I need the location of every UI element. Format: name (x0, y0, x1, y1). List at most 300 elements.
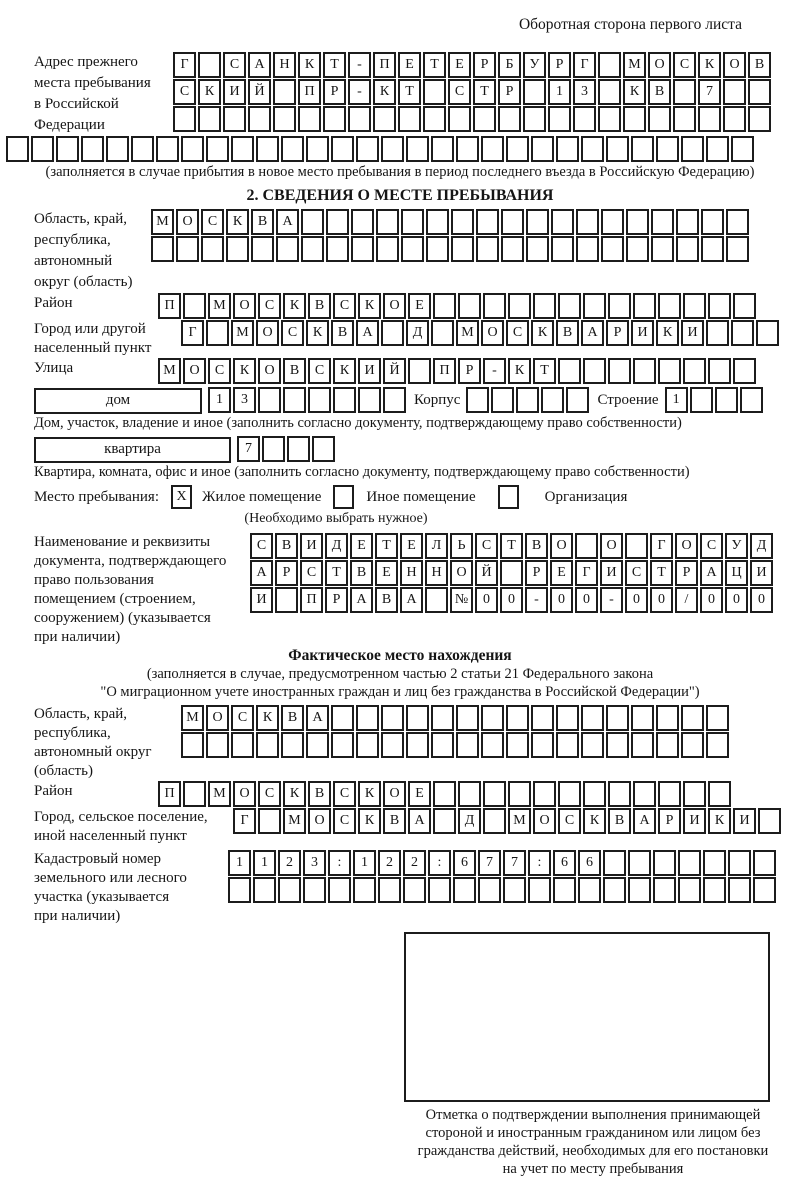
doc-block (6, 533, 794, 647)
char-cell (408, 358, 431, 384)
char-cell: 0 (575, 587, 598, 613)
char-cell (258, 808, 281, 834)
char-cell (633, 293, 656, 319)
char-cell (198, 106, 221, 132)
char-cell (281, 136, 304, 162)
char-cell: - (600, 587, 623, 613)
char-cell (531, 136, 554, 162)
char-cell: Й (475, 560, 498, 586)
char-cell (608, 781, 631, 807)
char-cell (298, 106, 321, 132)
kadastr-block (6, 850, 794, 926)
char-cell (406, 705, 429, 731)
checkbox-zhiloe: X (171, 485, 192, 509)
char-cell (456, 732, 479, 758)
char-cell (451, 236, 474, 262)
gorod-row (181, 320, 779, 346)
char-cell: С (208, 358, 231, 384)
place-type-row (6, 484, 794, 510)
char-cell: 0 (625, 587, 648, 613)
char-cell: 1 (548, 79, 571, 105)
char-cell (606, 732, 629, 758)
prev-address-row-4 (6, 136, 794, 162)
char-cell (351, 209, 374, 235)
char-cell: В (748, 52, 771, 78)
char-cell: И (358, 358, 381, 384)
char-cell: В (281, 705, 304, 731)
char-cell (423, 106, 446, 132)
char-cell: 2 (403, 850, 426, 876)
char-cell (6, 136, 29, 162)
stroenie-cells (665, 387, 763, 413)
char-cell (651, 236, 674, 262)
char-cell: 3 (233, 387, 256, 413)
char-cell: 3 (303, 850, 326, 876)
char-cell: В (275, 533, 298, 559)
char-cell (223, 106, 246, 132)
char-cell: 1 (228, 850, 251, 876)
char-cell: В (608, 808, 631, 834)
char-cell: 0 (500, 587, 523, 613)
char-cell (653, 850, 676, 876)
char-cell (431, 705, 454, 731)
char-cell: Р (323, 79, 346, 105)
char-cell (626, 209, 649, 235)
char-cell: Ц (725, 560, 748, 586)
char-cell: № (450, 587, 473, 613)
char-cell (581, 705, 604, 731)
factual-note-line-1: (заполняется в случае, предусмотренном частью 2 статьи 21 Федерального закона (146, 666, 654, 682)
char-cell (401, 209, 424, 235)
char-cell (658, 781, 681, 807)
char-cell: 7 (698, 79, 721, 105)
char-cell (381, 705, 404, 731)
char-cell: У (523, 52, 546, 78)
char-cell (728, 850, 751, 876)
char-cell (681, 705, 704, 731)
stamp-caption-line: гражданства действий, необходимых для его постановки (417, 1143, 769, 1159)
char-cell (701, 209, 724, 235)
char-cell: О (533, 808, 556, 834)
char-cell (573, 106, 596, 132)
char-cell (206, 732, 229, 758)
char-cell: С (281, 320, 304, 346)
prev-address-label-line: в Российской (34, 96, 119, 112)
char-cell (476, 236, 499, 262)
raion-block (6, 293, 794, 320)
char-cell (256, 136, 279, 162)
factual-oblast-label-line: Область, край, (34, 706, 128, 722)
factual-oblast-block (6, 705, 794, 781)
char-cell: С (300, 560, 323, 586)
char-cell: С (201, 209, 224, 235)
char-cell: К (283, 781, 306, 807)
char-cell: М (158, 358, 181, 384)
char-cell: М (283, 808, 306, 834)
char-cell: О (256, 320, 279, 346)
char-cell (541, 387, 564, 413)
oblast-label-line: Область, край, (34, 211, 128, 227)
char-cell (683, 781, 706, 807)
char-cell: 6 (453, 850, 476, 876)
char-cell: К (198, 79, 221, 105)
char-cell (503, 877, 526, 903)
doc-label-line: при наличии) (34, 629, 121, 645)
factual-raion-row (158, 781, 731, 807)
char-cell: О (176, 209, 199, 235)
oblast-label-line: республика, (34, 232, 111, 248)
prev-address-footnote: (заполняется в случае прибытия в новое место пребывания в период последнего въезда в Российскую Федерацию) (45, 164, 755, 180)
char-cell (598, 106, 621, 132)
char-cell (578, 877, 601, 903)
factual-oblast-label-line: автономный округ (34, 744, 152, 760)
oblast-rows (151, 209, 749, 263)
char-cell (608, 293, 631, 319)
char-cell: 0 (725, 587, 748, 613)
doc-row-3 (250, 587, 773, 613)
char-cell: 7 (237, 436, 260, 462)
char-cell (401, 236, 424, 262)
char-cell (198, 52, 221, 78)
kadastr-rows (228, 850, 776, 904)
option-inoe-label: Иное помещение (366, 488, 476, 505)
char-cell: / (675, 587, 698, 613)
stamp-caption-line: Отметка о подтверждении выполнения принимающей (425, 1107, 761, 1123)
char-cell (273, 79, 296, 105)
char-cell (506, 705, 529, 731)
char-cell: 0 (700, 587, 723, 613)
char-cell: Ь (450, 533, 473, 559)
kadastr-label-line: при наличии) (34, 908, 121, 924)
char-cell (583, 293, 606, 319)
oblast-label (34, 209, 151, 293)
char-cell (626, 236, 649, 262)
char-cell (583, 358, 606, 384)
char-cell: В (283, 358, 306, 384)
char-cell: П (433, 358, 456, 384)
char-cell (356, 705, 379, 731)
char-cell (378, 877, 401, 903)
char-cell (516, 387, 539, 413)
char-cell: Е (350, 533, 373, 559)
char-cell (528, 877, 551, 903)
char-cell (508, 781, 531, 807)
char-cell: К (708, 808, 731, 834)
char-cell (681, 136, 704, 162)
char-cell (331, 732, 354, 758)
char-cell (601, 236, 624, 262)
char-cell (458, 293, 481, 319)
char-cell (206, 136, 229, 162)
char-cell (678, 877, 701, 903)
char-cell (181, 136, 204, 162)
char-cell: С (308, 358, 331, 384)
raion-row (158, 293, 756, 319)
char-cell (598, 52, 621, 78)
char-cell: К (233, 358, 256, 384)
factual-gorod-row (233, 808, 781, 834)
char-cell (498, 106, 521, 132)
ulitsa-block (6, 358, 794, 385)
char-cell: Т (533, 358, 556, 384)
char-cell (56, 136, 79, 162)
char-cell (631, 732, 654, 758)
char-cell: А (408, 808, 431, 834)
char-cell: С (700, 533, 723, 559)
char-cell (308, 387, 331, 413)
char-cell: Д (325, 533, 348, 559)
char-cell (628, 850, 651, 876)
char-cell (483, 781, 506, 807)
char-cell: Г (650, 533, 673, 559)
prev-address-row-3 (173, 106, 771, 132)
char-cell: С (558, 808, 581, 834)
char-cell (331, 705, 354, 731)
char-cell: О (481, 320, 504, 346)
checkbox-inoe (333, 485, 354, 509)
prev-address-label-line: Адрес прежнего (34, 54, 138, 70)
char-cell (483, 293, 506, 319)
char-cell: М (181, 705, 204, 731)
option-zhiloe-label: Жилое помещение (202, 488, 322, 505)
char-cell (548, 106, 571, 132)
char-cell: Р (458, 358, 481, 384)
char-cell (678, 850, 701, 876)
char-cell (581, 732, 604, 758)
char-cell: М (508, 808, 531, 834)
char-cell: С (625, 560, 648, 586)
char-cell (628, 877, 651, 903)
char-cell (603, 877, 626, 903)
char-cell: - (525, 587, 548, 613)
char-cell (631, 136, 654, 162)
char-cell (681, 732, 704, 758)
char-cell: Р (675, 560, 698, 586)
char-cell: Г (233, 808, 256, 834)
char-cell (556, 732, 579, 758)
doc-label-line: сооружением) (указывается (34, 610, 211, 626)
char-cell (426, 236, 449, 262)
char-cell (608, 358, 631, 384)
char-cell: О (258, 358, 281, 384)
kadastr-label-line: Кадастровый номер (34, 851, 161, 867)
char-cell (651, 209, 674, 235)
char-cell: К (656, 320, 679, 346)
char-cell: Т (375, 533, 398, 559)
char-cell (287, 436, 310, 462)
char-cell: С (258, 293, 281, 319)
char-cell (566, 387, 589, 413)
char-cell (690, 387, 713, 413)
factual-gorod-block (6, 808, 794, 846)
char-cell (501, 236, 524, 262)
factual-title: Фактическое место нахождения (288, 647, 512, 664)
char-cell: А (356, 320, 379, 346)
oblast-label-line: автономный (34, 253, 113, 269)
char-cell: К (531, 320, 554, 346)
section2-title: 2. СВЕДЕНИЯ О МЕСТЕ ПРЕБЫВАНИЯ (246, 187, 554, 204)
char-cell (483, 808, 506, 834)
doc-label (34, 533, 250, 647)
char-cell (473, 106, 496, 132)
char-cell: Е (398, 52, 421, 78)
oblast-block (6, 209, 794, 293)
char-cell: Р (525, 560, 548, 586)
char-cell (206, 320, 229, 346)
char-cell: 1 (253, 850, 276, 876)
char-cell: В (375, 587, 398, 613)
char-cell: Р (498, 79, 521, 105)
char-cell (256, 732, 279, 758)
char-cell (301, 209, 324, 235)
char-cell: А (276, 209, 299, 235)
char-cell: К (698, 52, 721, 78)
char-cell: 0 (650, 587, 673, 613)
char-cell: Й (248, 79, 271, 105)
char-cell: С (333, 781, 356, 807)
char-cell: О (723, 52, 746, 78)
char-cell (106, 136, 129, 162)
char-cell: О (233, 293, 256, 319)
char-cell: А (400, 587, 423, 613)
char-cell: П (298, 79, 321, 105)
char-cell (708, 358, 731, 384)
char-cell (231, 136, 254, 162)
char-cell (598, 79, 621, 105)
char-cell: М (623, 52, 646, 78)
char-cell: М (231, 320, 254, 346)
char-cell (575, 533, 598, 559)
factual-raion-label: Район (34, 783, 73, 799)
char-cell (623, 106, 646, 132)
char-cell (558, 293, 581, 319)
char-cell (248, 106, 271, 132)
factual-gorod-label-line: иной населенный пункт (34, 828, 187, 844)
char-cell: Г (575, 560, 598, 586)
char-cell (431, 732, 454, 758)
char-cell (466, 387, 489, 413)
char-cell: Т (323, 52, 346, 78)
char-cell: М (456, 320, 479, 346)
stamp-caption-line: стороной и иностранным гражданином или лицом без (425, 1125, 761, 1141)
char-cell (603, 850, 626, 876)
char-cell: А (581, 320, 604, 346)
stroenie-label: Строение (597, 392, 659, 408)
char-cell: О (550, 533, 573, 559)
char-cell (658, 358, 681, 384)
char-cell (501, 209, 524, 235)
char-cell (253, 877, 276, 903)
char-cell (381, 136, 404, 162)
char-cell (726, 236, 749, 262)
char-cell (523, 79, 546, 105)
char-cell (358, 387, 381, 413)
char-cell (648, 106, 671, 132)
char-cell (576, 236, 599, 262)
factual-note-line-2: "О миграционном учете иностранных граждан и лиц без гражданства в Российской Федерации") (100, 684, 700, 700)
char-cell: Е (408, 781, 431, 807)
char-cell (251, 236, 274, 262)
char-cell (423, 79, 446, 105)
dom-box-label: дом (105, 392, 131, 408)
char-cell: Р (275, 560, 298, 586)
char-cell (523, 106, 546, 132)
char-cell: Р (606, 320, 629, 346)
gorod-label-line: Город или другой (34, 321, 146, 337)
char-cell: Г (173, 52, 196, 78)
prev-address-rows (173, 52, 771, 133)
prev-address-label (34, 52, 173, 136)
char-cell: Р (325, 587, 348, 613)
char-cell (551, 236, 574, 262)
char-cell (526, 209, 549, 235)
char-cell: О (648, 52, 671, 78)
char-cell (601, 209, 624, 235)
char-cell (81, 136, 104, 162)
oblast-label-line: округ (область) (34, 274, 133, 290)
char-cell: О (383, 293, 406, 319)
char-cell (456, 705, 479, 731)
char-cell: - (348, 52, 371, 78)
char-cell: С (333, 293, 356, 319)
char-cell: 0 (475, 587, 498, 613)
char-cell (176, 236, 199, 262)
char-cell: Д (406, 320, 429, 346)
place-type-label: Место пребывания: (34, 488, 159, 505)
char-cell (356, 136, 379, 162)
doc-row-1 (250, 533, 773, 559)
char-cell: К (358, 293, 381, 319)
char-cell (723, 106, 746, 132)
char-cell: 0 (750, 587, 773, 613)
char-cell: Т (423, 52, 446, 78)
char-cell (258, 387, 281, 413)
char-cell: С (506, 320, 529, 346)
char-cell (131, 136, 154, 162)
prev-address-block (6, 52, 794, 136)
char-cell (201, 236, 224, 262)
char-cell (281, 732, 304, 758)
char-cell (403, 877, 426, 903)
char-cell (673, 106, 696, 132)
char-cell: И (631, 320, 654, 346)
char-cell (351, 236, 374, 262)
prev-address-label-line: Федерации (34, 117, 105, 133)
char-cell (433, 808, 456, 834)
char-cell (406, 732, 429, 758)
char-cell (376, 209, 399, 235)
doc-label-line: Наименование и реквизиты (34, 534, 211, 550)
char-cell: С (448, 79, 471, 105)
char-cell (683, 358, 706, 384)
char-cell: Т (325, 560, 348, 586)
char-cell: О (600, 533, 623, 559)
char-cell (656, 705, 679, 731)
char-cell (273, 106, 296, 132)
char-cell (506, 136, 529, 162)
char-cell (508, 293, 531, 319)
char-cell: П (158, 293, 181, 319)
char-cell: К (508, 358, 531, 384)
factual-oblast-row-1 (181, 705, 729, 731)
char-cell: К (358, 808, 381, 834)
char-cell: И (250, 587, 273, 613)
char-cell (433, 293, 456, 319)
char-cell: Д (750, 533, 773, 559)
char-cell: - (348, 79, 371, 105)
char-cell: Н (400, 560, 423, 586)
char-cell (481, 136, 504, 162)
